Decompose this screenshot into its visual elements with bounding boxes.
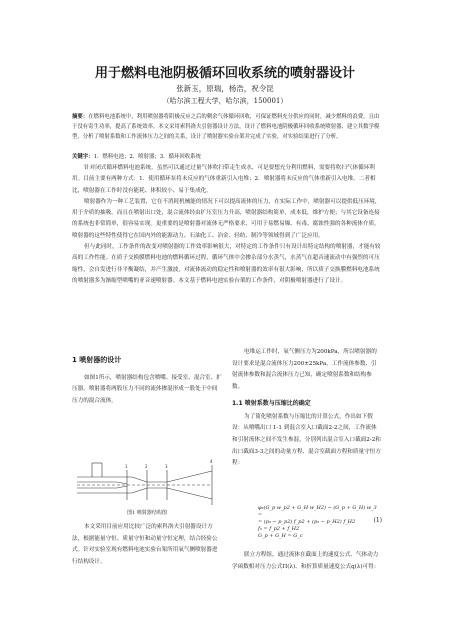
right-paragraph: 电堆运工作时，氧气侧压力为200kPa，所以喷射器的设计要求是混合流体压力200±25kPa，工作流体参数、引射流体参数和混合流体压力已知，确定喷射系数和结构参数。: [232, 349, 377, 391]
right-column-lower: [232, 550, 382, 573]
right-column: [232, 347, 382, 470]
affiliation: （哈尔滨工程大学，哈尔滨，150001）: [162, 97, 288, 105]
left-column-lower: [72, 522, 222, 569]
equation-line: f₃ = f_p2 + f_H2: [258, 526, 300, 532]
svg-text:2: 2: [145, 464, 148, 469]
author-list: 张新玉，原瑞，杨浩，祝令昆: [176, 84, 274, 93]
section-paragraph: 本文采用目前应用比较广泛的索科洛夫引射器设计方法，根据能量守恒、质量守恒和动量守恒定理，结合经验公式。针对实验室现有燃料电池实验台架所用氧气侧喷射器进行结构设计。: [72, 524, 218, 566]
svg-text:1: 1: [125, 464, 128, 469]
abstract-text: 在燃料电池系统中，利用喷射器将阴极反应之后的剩余气体循环回收，可保证燃料充分供应的同时，减少燃料的浪费，且由于没有寄生功率，提高了系统效率。本文采用索科洛夫引射器设计方法，设计了燃料电池阴极循环回收系统喷射器、建立其数学模型，分析了喷射系数和工作流体压力之间的关系，设计了喷射器实验台架并完成了实验，对实验结果进行了分析。: [72, 114, 380, 140]
equation-line: = (p₃ − p_p2) f_p2 + (p₃ − p_H2) f_H2: [258, 519, 356, 525]
right-paragraph: 为了简化喷射系数与压缩比的计算公式，作出如下假设：从喷嘴出口 1-1 到混合室入口截面2-2之间，工作流体和引射流体之间不发生参混，分别列出混合室入口截面2-2和出口截面3-3之间的动量方程、混合室截面方程和质量守恒方程：: [232, 413, 381, 467]
keywords-text: 1．燃料电池；2．喷射器；3．循环回收系统: [93, 154, 201, 160]
keywords-label: 关键字：: [72, 154, 94, 160]
equation-number: (1): [373, 517, 382, 524]
left-column: [72, 355, 222, 408]
intro-paragraph: 喷射器作为一种工艺装置，它在不消耗机械能的情况下可以提高流体的压力，在实际工作中，喷射器可以提供低压环境，用于介质的抽吸，而且在喷射出口处，混合流体经由扩压室压力升高，喷射器结构简单，成本低，维护方便；与其它设备连接的系统也非常简单，很容易实现。更重要的是喷射器对流体无严格要求，可用于易燃易爆、有毒、腐蚀性强的各种流体介质。喷射器的这些特性使得它在国内外的能源动力、石油化工、冶金、轻纺、制冷等领域得到了广泛应用。: [72, 198, 381, 239]
abstract-label: 摘要：: [72, 114, 89, 120]
section-heading: 1 喷射器的设计: [72, 356, 122, 364]
svg-text:3: 3: [165, 464, 168, 469]
right-paragraph: 联立方程组，通过流体在截面上的速度公式、气体动力学函数相对压力公式Π(λ)、和折算质量速度公式q(λ)可得：: [232, 552, 380, 570]
intro-paragraph: 但与此同时，工作条件的改变对喷射器的工作效率影响很大，对特定的工作条件只有设计出特定结构的喷射器，才能有较高的工作性能。在质子交换膜燃料电池的燃料循环过程，循环气体中会掺杂部分水蒸气，水蒸气在超音速流动中有强烈的可压缩性，会自发进行非平衡凝结，并产生激波，对流体流动的稳定性和喷射器的效率有很大影响，所以质子交换膜燃料电池系统的喷射器多为渐缩型喷嘴的亚音速喷射器。本文基于燃料电池实验台架的工作条件，对阴极喷射器进行了设计。: [72, 244, 381, 284]
svg-text:4: 4: [210, 459, 213, 464]
equation-block: [258, 505, 382, 539]
keywords: [72, 152, 382, 160]
section-paragraph: 如图1所示，喷射器结构包含喷嘴、接受室、混合室、扩压器。喷射器将两股压力不同的流体掺混形成一股处于中间压力的混合流体。: [72, 374, 222, 405]
subsection-heading: 1.1 喷射系数与压缩比的确定: [232, 399, 311, 407]
equation-line: φ₂(G_p w_p2 + G_H w_H2) − (G_p + G_H) w_3 =: [258, 505, 377, 518]
introduction: [72, 163, 382, 287]
intro-paragraph: 针对闭式循环燃料电池系统，虽然可以通过过量气体吹扫带走生成水，可是要想充分利用燃料，需要将吹扫气体循环利用。目前主要有两种方式：1．使用循环泵将未反应的气体重新引入电堆；2．喷射器将未反应的气体重新引入电堆。二者相比，喷射器在工作时没有能耗、体积较小、易于集成化。: [72, 165, 376, 194]
paper-title: 用于燃料电池阴极循环回收系统的喷射器设计: [94, 66, 355, 81]
abstract: [72, 112, 382, 142]
figure-caption: 图1 喷射器结构图: [127, 510, 167, 516]
equation-line: G_p + G_H = G_c: [258, 533, 303, 539]
